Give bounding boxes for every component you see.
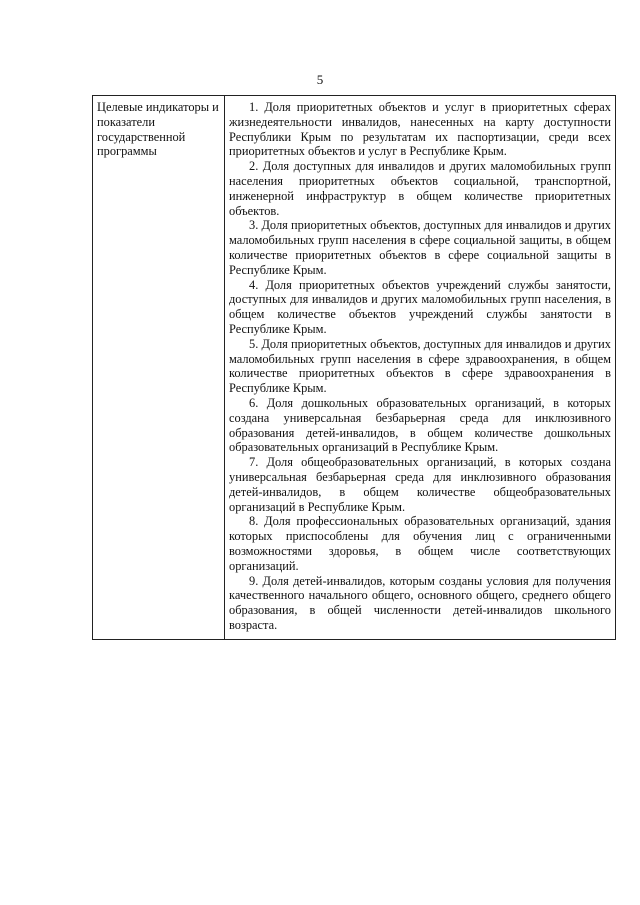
page-number: 5	[316, 72, 324, 87]
indicator-item: 5. Доля приоритетных объектов, доступных для инвалидов и других маломобильных групп населения в сфере здравоохранения, в общем количестве приоритетных объектов в сфере здравоохранения в Республике Крым.	[229, 336, 611, 396]
indicator-item: 7. Доля общеобразовательных организаций, в которых создана универсальная безбарьерная среда для инклюзивного образования детей-инвалидов, в общем количестве общеобразовательных организаций в Республике Крым.	[229, 455, 611, 514]
row-label: Целевые индикаторы и показатели государственной программы	[93, 96, 225, 640]
indicator-item: 1. Доля приоритетных объектов и услуг в приоритетных сферах жизнедеятельности инвалидов, нанесенных на карту доступности Республики Крым по результатам их паспортизации, среди всех приоритетных объектов и услуг в Республике Крым.	[229, 100, 611, 159]
indicator-item: 9. Доля детей-инвалидов, которым созданы условия для получения качественного начального общего, основного общего, среднего общего образования, в общей численности детей-инвалидов школьного возраста.	[229, 573, 611, 632]
indicator-item: 8. Доля профессиональных образовательных организаций, здания которых приспособлены для обучения лиц с ограниченными возможностями здоровья, в общем числе соответствующих организаций.	[229, 514, 611, 573]
indicator-item: 6. Доля дошкольных образовательных организаций, в которых создана универсальная безбарьерная среда для инклюзивного образования детей-инвалидов, в общем количестве дошкольных образовательных организаций в Республике Крым.	[229, 395, 611, 455]
table-row	[93, 96, 616, 640]
indicator-item: 4. Доля приоритетных объектов учреждений службы занятости, доступных для инвалидов и других маломобильных групп населения, в общем количестве объектов учреждений службы занятости в Республике Крым.	[229, 277, 611, 336]
program-indicators-table	[92, 95, 616, 640]
indicator-item: 2. Доля доступных для инвалидов и других маломобильных групп населения приоритетных объектов социальной, транспортной, инженерной инфраструктур в общем количестве приоритетных объектов.	[229, 159, 611, 218]
indicators-cell	[225, 96, 616, 640]
indicator-item: 3. Доля приоритетных объектов, доступных для инвалидов и других маломобильных групп населения в сфере социальной защиты, в общем количестве приоритетных объектов в сфере социальной защиты в Республике Крым.	[229, 218, 611, 277]
